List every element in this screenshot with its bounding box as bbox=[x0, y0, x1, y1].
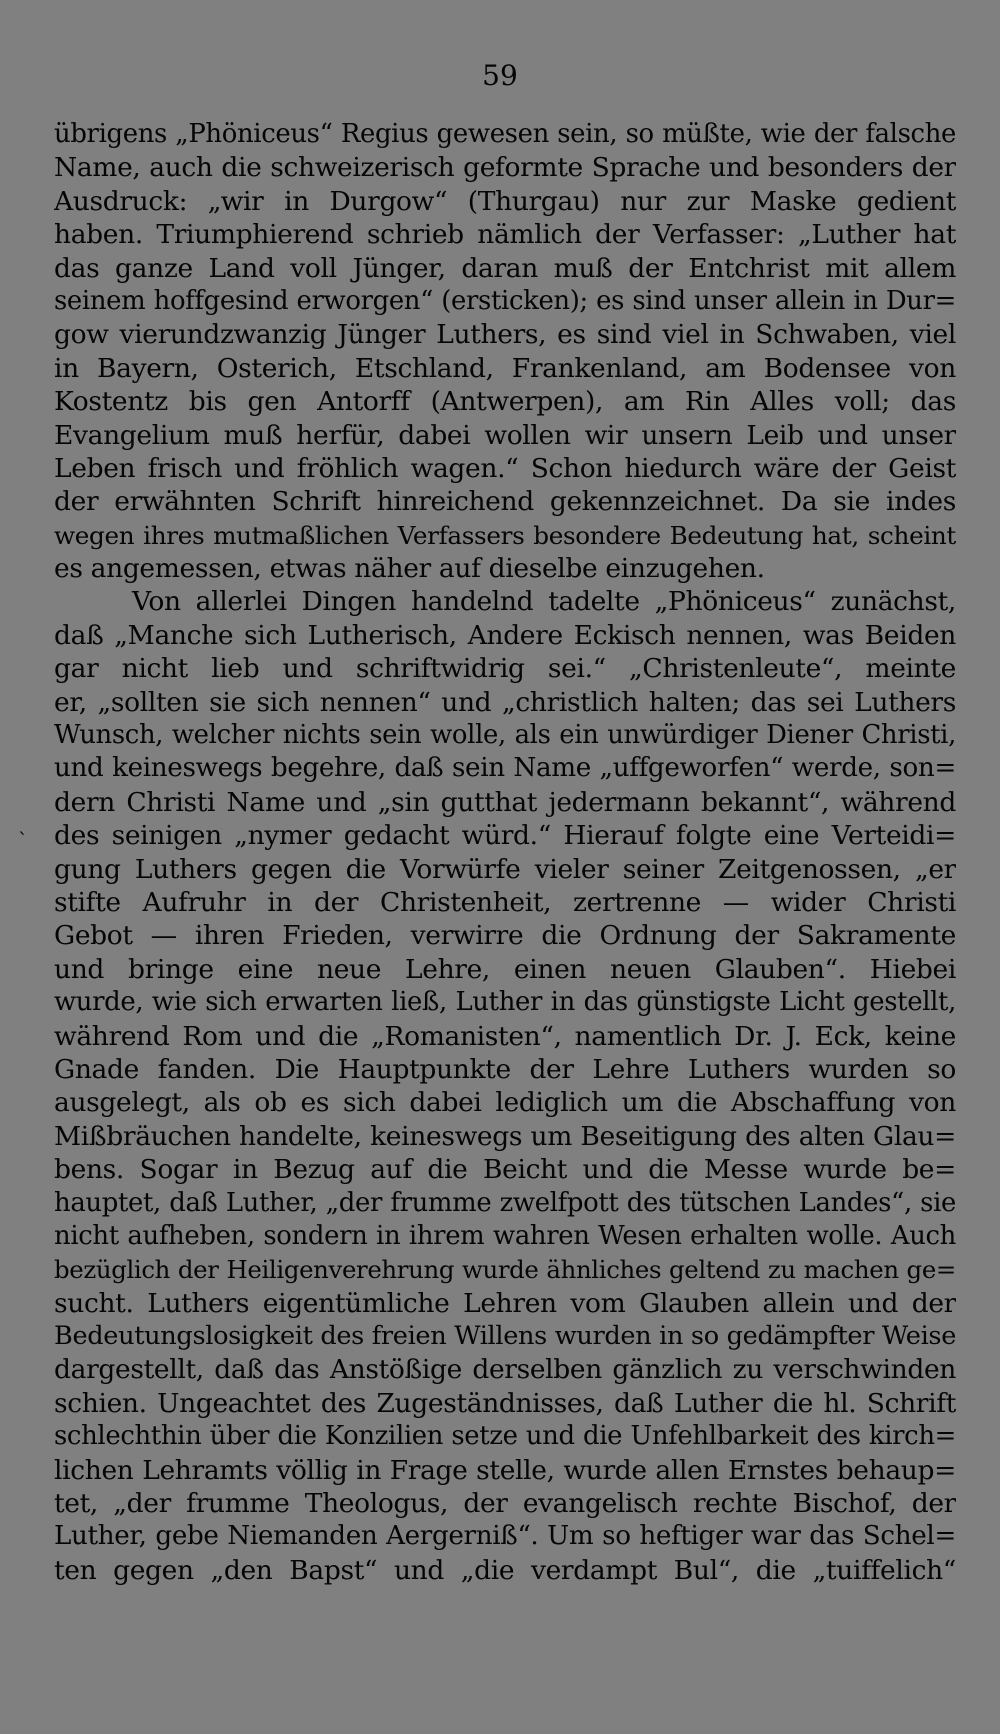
text-line: gar nicht lieb und schriftwidrig sei.“ „Christenleute“, meinte bbox=[54, 653, 956, 685]
text-line: haben. Triumphierend schrieb nämlich der Verfasser: „Luther hat bbox=[54, 219, 956, 251]
text-line: Wunsch, welcher nichts sein wolle, als ein unwürdiger Diener Christi, bbox=[54, 720, 956, 751]
text-line: seinem hoffgesind erworgen“ (ersticken); es sind unser allein in Dur= bbox=[54, 285, 956, 316]
body-text bbox=[54, 118, 956, 1587]
text-line: während Rom und die „Romanisten“, namentlich Dr. J. Eck, keine bbox=[54, 1020, 956, 1052]
text-line: stifte Aufruhr in der Christenheit, zertrenne — wider Christi bbox=[54, 886, 956, 918]
text-line: wurde, wie sich erwarten ließ, Luther in das günstigste Licht gestellt, bbox=[54, 987, 956, 1018]
text-line: Ausdruck: „wir in Durgow“ (Thurgau) nur zur Maske gedient bbox=[54, 185, 956, 217]
text-line: bezüglich der Heiligenverehrung wurde ähnliches geltend zu machen ge= bbox=[54, 1255, 956, 1285]
text-line: tet, „der frumme Theologus, der evangelisch rechte Bischof, der bbox=[54, 1488, 956, 1520]
text-line: Kostentz bis gen Antorff (Antwerpen), am Rin Alles voll; das bbox=[54, 386, 956, 418]
text-line: sucht. Luthers eigentümliche Lehren vom Glauben allein und der bbox=[54, 1287, 956, 1319]
page-number: 59 bbox=[482, 59, 518, 92]
text-line: Gebot — ihren Frieden, verwirre die Ordnung der Sakramente bbox=[54, 920, 956, 952]
text-line: schlechthin über die Konzilien setze und die Unfehlbarkeit des kirch= bbox=[54, 1421, 956, 1452]
text-line: übrigens „Phöniceus“ Regius gewesen sein, so müßte, wie der falsche bbox=[54, 119, 956, 149]
text-line: gung Luthers gegen die Vorwürfe vieler seiner Zeitgenossen, „er bbox=[54, 853, 956, 885]
text-line: bens. Sogar in Bezug auf die Beicht und die Messe wurde be= bbox=[54, 1154, 956, 1186]
text-line: in Bayern, Osterich, Etschland, Frankenland, am Bodensee von bbox=[54, 352, 956, 384]
paragraph-1 bbox=[54, 118, 956, 585]
text-line: Gnade fanden. Die Hauptpunkte der Lehre Luthers wurden so bbox=[54, 1053, 956, 1085]
text-line: das ganze Land voll Jünger, daran muß der Entchrist mit allem bbox=[54, 252, 956, 284]
text-line: nicht aufheben, sondern in ihrem wahren Wesen erhalten wolle. Auch bbox=[54, 1220, 956, 1251]
text-line: Bedeutungslosigkeit des freien Willens wurden in so gedämpfter Weise bbox=[54, 1321, 956, 1352]
text-line: und bringe eine neue Lehre, einen neuen Glauben“. Hiebei bbox=[54, 953, 956, 985]
text-line: schien. Ungeachtet des Zugeständnisses, daß Luther die hl. Schrift bbox=[54, 1387, 956, 1419]
text-line: dargestellt, daß das Anstößige derselben gänzlich zu verschwinden bbox=[54, 1354, 956, 1386]
text-line: er, „sollten sie sich nennen“ und „christlich halten; das sei Luthers bbox=[54, 686, 956, 718]
text-line: ten gegen „den Bapst“ und „die verdampt Bul“, die „tuiffelich“ bbox=[54, 1554, 956, 1586]
paragraph-2 bbox=[54, 585, 956, 1587]
text-line: daß „Manche sich Lutherisch, Andere Eckisch nennen, was Beiden bbox=[54, 619, 956, 651]
text-line: Mißbräuchen handelte, keineswegs um Beseitigung des alten Glau= bbox=[54, 1120, 956, 1152]
text-line: hauptet, daß Luther, „der frumme zwelfpott des tütschen Landes“, sie bbox=[54, 1187, 956, 1218]
text-line: Von allerlei Dingen handelnd tadelte „Phöniceus“ zunächst, bbox=[132, 586, 956, 618]
text-line: es angemessen, etwas näher auf dieselbe einzugehen. bbox=[54, 553, 765, 585]
text-line: Leben frisch und fröhlich wagen.“ Schon hiedurch wäre der Geist bbox=[54, 452, 956, 484]
text-line: und keineswegs begehre, daß sein Name „uffgeworfen“ werde, son= bbox=[54, 753, 956, 784]
text-line: Luther, gebe Niemanden Aergerniß“. Um so heftiger war das Schel= bbox=[54, 1521, 956, 1552]
text-line: ausgelegt, als ob es sich dabei lediglich um die Abschaffung von bbox=[54, 1087, 956, 1119]
text-line: der erwähnten Schrift hinreichend gekennzeichnet. Da sie indes bbox=[54, 486, 956, 518]
margin-mark: ` bbox=[18, 828, 28, 852]
text-line: Name, auch die schweizerisch geformte Sprache und besonders der bbox=[54, 152, 956, 184]
text-line: gow vierundzwanzig Jünger Luthers, es sind viel in Schwaben, viel bbox=[54, 319, 956, 351]
text-line: wegen ihres mutmaßlichen Verfassers besondere Bedeutung hat, scheint bbox=[54, 520, 956, 550]
text-line: Evangelium muß herfür, dabei wollen wir unsern Leib und unser bbox=[54, 419, 956, 451]
text-line: dern Christi Name und „sin gutthat jedermann bekannt“, während bbox=[54, 786, 956, 818]
text-line: des seinigen „nymer gedacht würd.“ Hierauf folgte eine Verteidi= bbox=[54, 820, 956, 852]
text-line: lichen Lehramts völlig in Frage stelle, wurde allen Ernstes behaup= bbox=[54, 1454, 956, 1486]
